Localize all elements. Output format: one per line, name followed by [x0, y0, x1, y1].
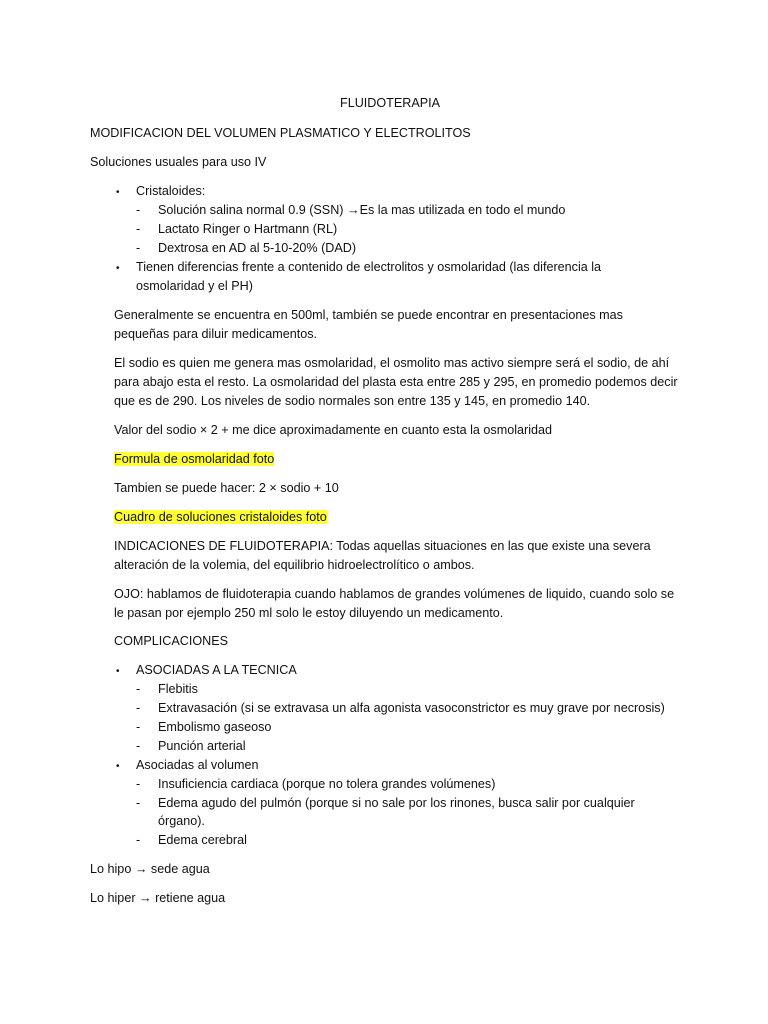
- paragraph-line: Tambien se puede hacer: 2 × sodio + 10: [114, 481, 339, 495]
- paragraph-line: Lo hiper → retiene agua: [90, 891, 226, 905]
- list-item: Solución salina normal 0.9 (SSN) →Es la mas utilizada en todo el mundo: [158, 203, 566, 217]
- paragraph-line: le pasan por ejemplo 250 ml solo le estoy diluyendo un medicamento.: [114, 606, 504, 620]
- dash-marker: -: [136, 796, 141, 810]
- paragraph-line: OJO: hablamos de fluidoterapia cuando hablamos de grandes volúmenes de liquido, cuando solo se: [114, 587, 675, 601]
- list-item: Extravasación (si se extravasa un alfa agonista vasoconstrictor es muy grave por necrosis): [158, 701, 665, 715]
- highlighted-text: Cuadro de soluciones cristaloides foto: [114, 510, 327, 524]
- bullet-marker: •: [116, 761, 120, 772]
- highlight-line: [114, 450, 274, 469]
- bullet-marker: •: [116, 263, 120, 274]
- dash-marker: -: [136, 203, 141, 217]
- dash-marker: -: [136, 720, 141, 734]
- page-subtitle: MODIFICACION DEL VOLUMEN PLASMATICO Y ELECTROLITOS: [90, 126, 471, 140]
- list-item: Punción arterial: [158, 739, 246, 753]
- paragraph-line: Lo hipo → sede agua: [90, 862, 210, 876]
- dash-marker: -: [136, 777, 141, 791]
- bullet-marker: •: [116, 666, 120, 677]
- paragraph-line: alteración de la volemia, del equilibrio hidroelectrolítico o ambos.: [114, 558, 475, 572]
- dash-marker: -: [136, 739, 141, 753]
- bullet-marker: •: [116, 187, 120, 198]
- dash-marker: -: [136, 833, 141, 847]
- dash-marker: -: [136, 241, 141, 255]
- page-title: FLUIDOTERAPIA: [340, 96, 441, 110]
- highlighted-text: Formula de osmolaridad foto: [114, 452, 275, 466]
- list-item-continuation: órgano).: [158, 814, 205, 828]
- diferencias-line: Tienen diferencias frente a contenido de electrolitos y osmolaridad (las diferencia la: [136, 260, 602, 274]
- dash-marker: -: [136, 682, 141, 696]
- paragraph-line: INDICACIONES DE FLUIDOTERAPIA: Todas aquellas situaciones en las que existe una severa: [114, 539, 651, 553]
- list-item: Edema agudo del pulmón (porque si no sale por los rinones, busca salir por cualquier: [158, 796, 635, 810]
- volumen-heading: Asociadas al volumen: [136, 758, 259, 772]
- paragraph-line: Valor del sodio × 2 + me dice aproximadamente en cuanto esta la osmolaridad: [114, 423, 553, 437]
- highlight-line: [114, 508, 327, 527]
- list-item: Dextrosa en AD al 5-10-20% (DAD): [158, 241, 357, 255]
- diferencias-line: osmolaridad y el PH): [136, 279, 253, 293]
- cristaloides-heading: Cristaloides:: [136, 184, 206, 198]
- list-item: Embolismo gaseoso: [158, 720, 272, 734]
- dash-marker: -: [136, 222, 141, 236]
- paragraph-line: El sodio es quien me genera mas osmolaridad, el osmolito mas activo siempre será el sodio, de ahí: [114, 356, 670, 370]
- paragraph-line: pequeñas para diluir medicamentos.: [114, 327, 318, 341]
- section-heading-complicaciones: COMPLICACIONES: [114, 634, 229, 648]
- list-item: Insuficiencia cardiaca (porque no tolera grandes volúmenes): [158, 777, 496, 791]
- section-heading-iv: Soluciones usuales para uso IV: [90, 155, 267, 169]
- list-item: Edema cerebral: [158, 833, 247, 847]
- paragraph-line: para abajo esta el resto. La osmolaridad del plasta esta entre 285 y 295, en promedio podemos decir: [114, 375, 678, 389]
- list-item: Lactato Ringer o Hartmann (RL): [158, 222, 338, 236]
- paragraph-line: Generalmente se encuentra en 500ml, también se puede encontrar en presentaciones mas: [114, 308, 623, 322]
- tecnica-heading: ASOCIADAS A LA TECNICA: [136, 663, 297, 677]
- dash-marker: -: [136, 701, 141, 715]
- paragraph-line: que es de 290. Los niveles de sodio normales son entre 135 y 145, en promedio 140.: [114, 394, 591, 408]
- list-item: Flebitis: [158, 682, 198, 696]
